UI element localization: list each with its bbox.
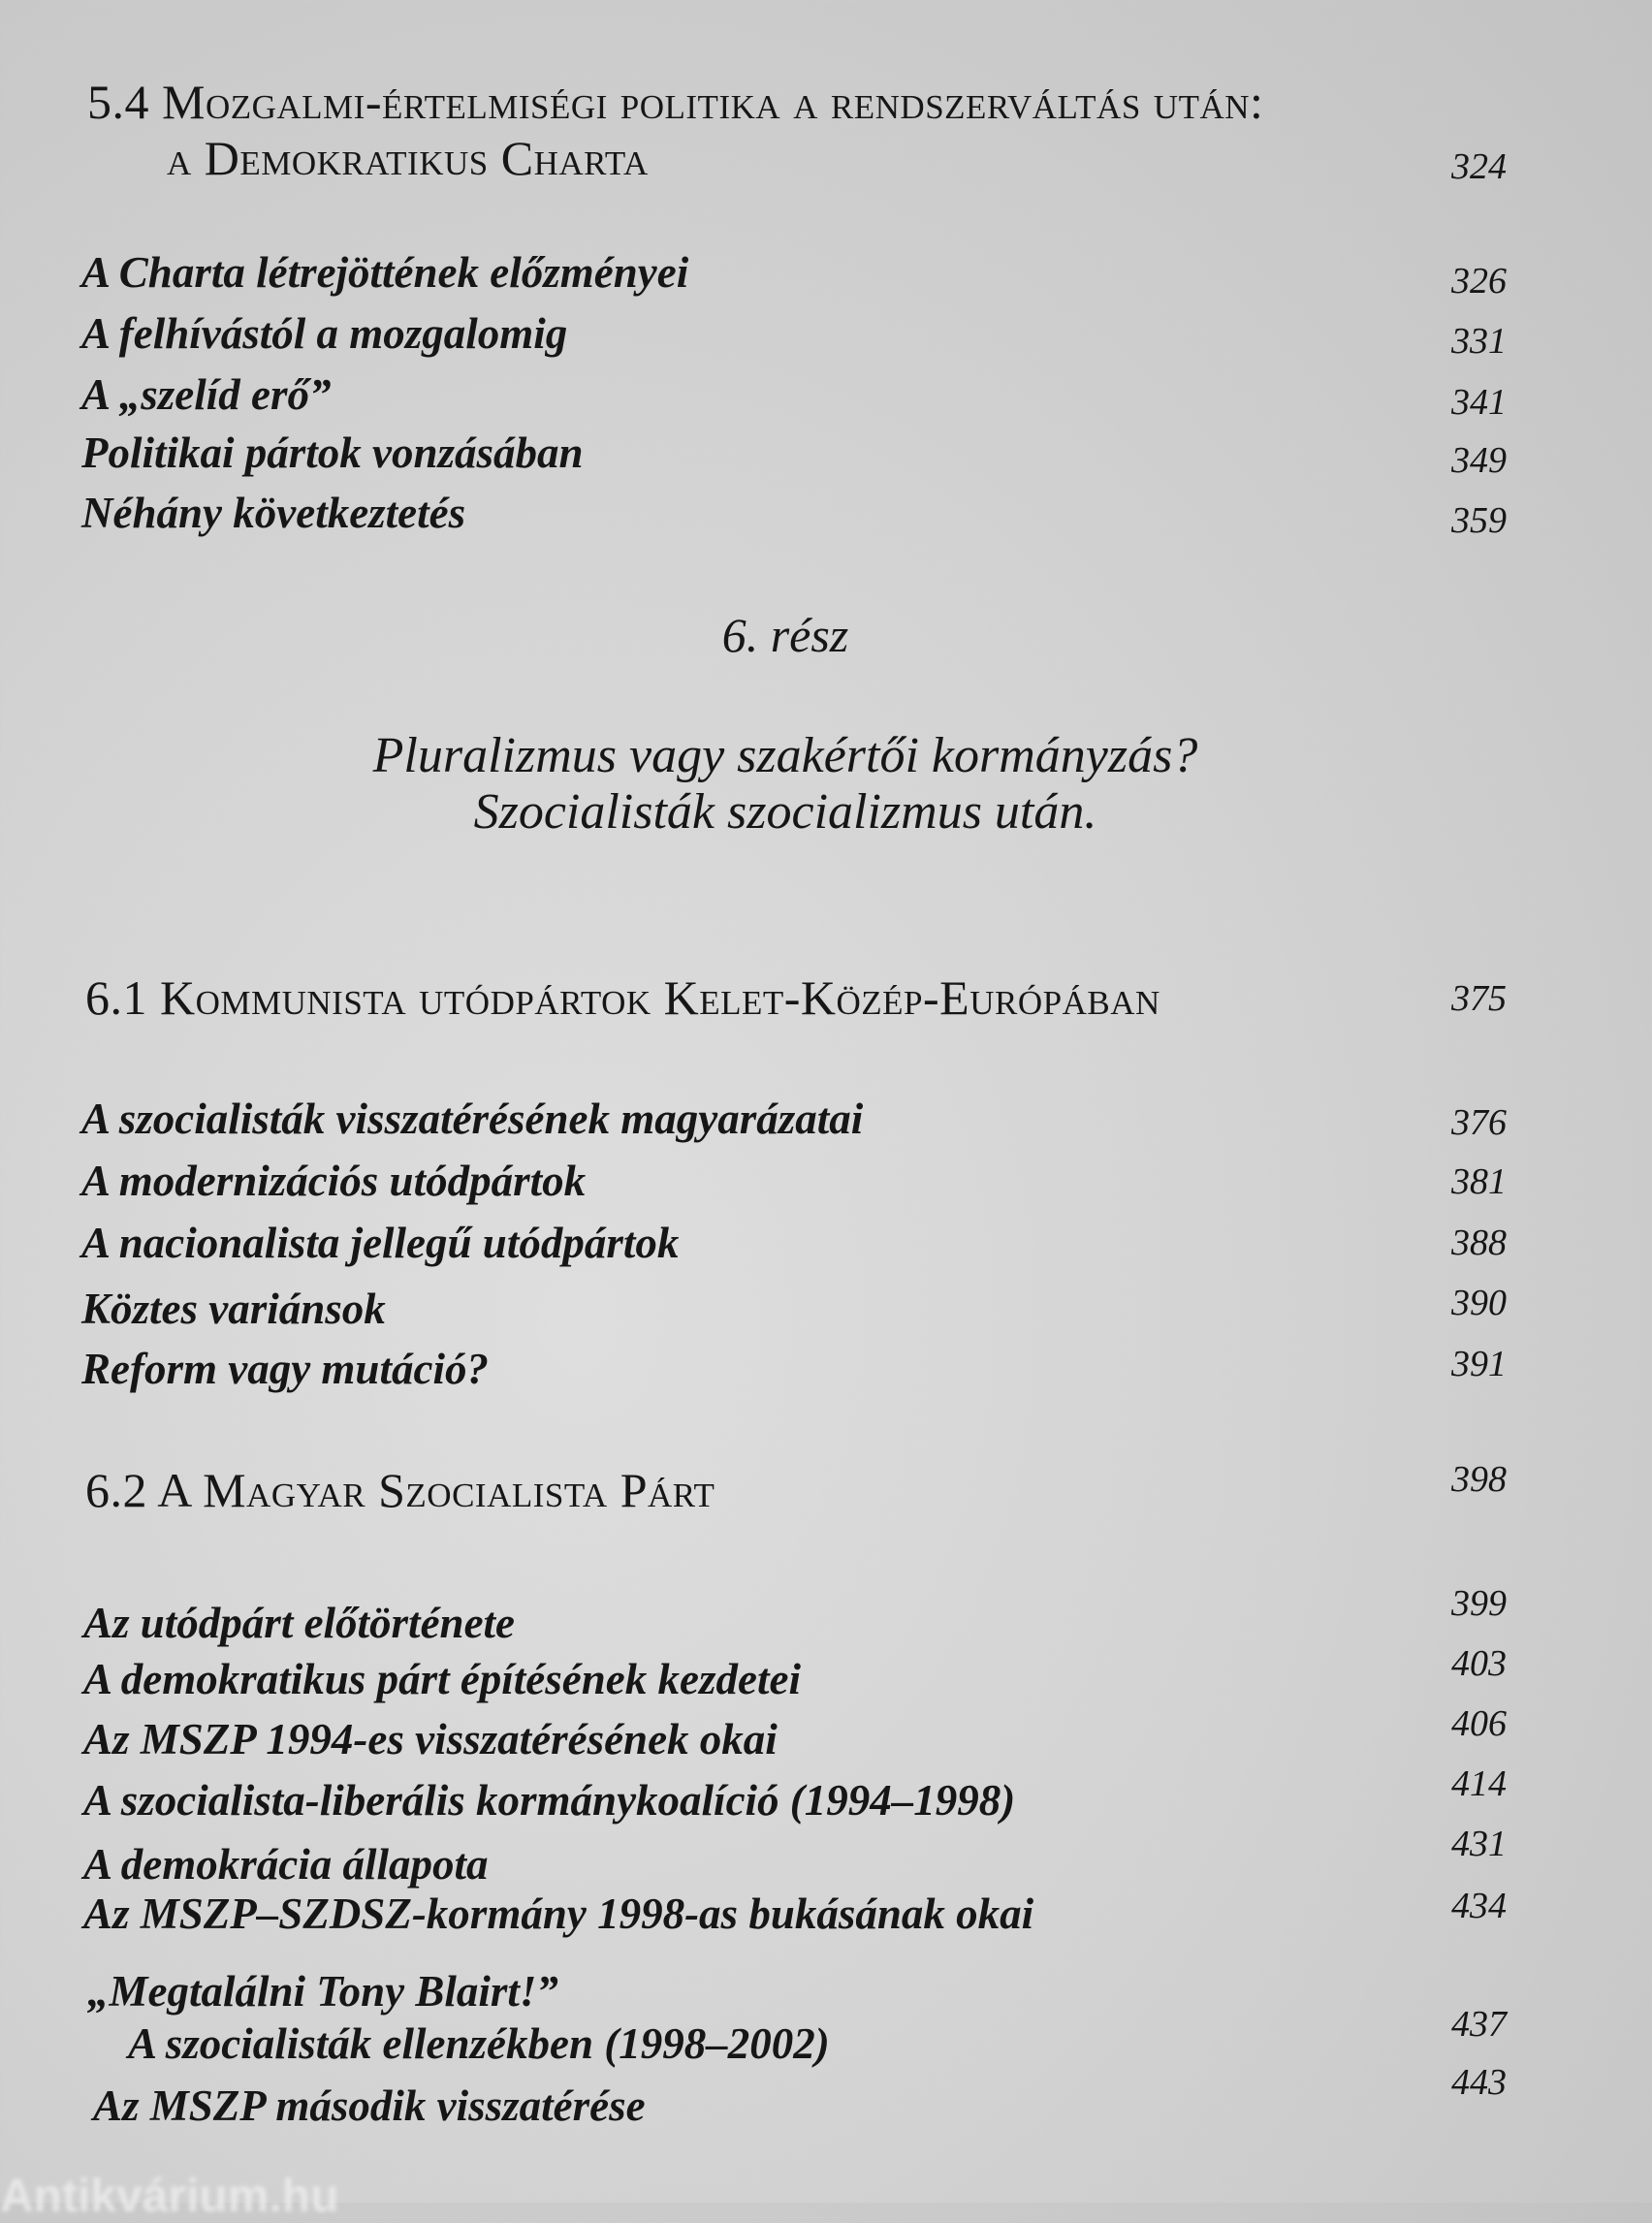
section-6-2-title: 6.2 A Magyar Szocialista Párt (85, 1463, 715, 1517)
toc-entry-title: A nacionalista jellegű utódpártok (81, 1219, 680, 1267)
toc-entry-title: A szocialisták visszatérésének magyarázatai (81, 1095, 864, 1143)
toc-entry-page: 349 (1451, 440, 1507, 481)
watermark: Antikvárium.hu (0, 2171, 339, 2222)
toc-entry-page: 388 (1451, 1223, 1507, 1263)
toc-entry-title: A demokrácia állapota (83, 1840, 489, 1889)
toc-entry-page: 406 (1451, 1703, 1507, 1744)
toc-entry-title: A felhívástól a mozgalomig (81, 309, 568, 358)
toc-entry-page: 414 (1451, 1763, 1507, 1804)
toc-entry-title: A modernizációs utódpártok (81, 1157, 587, 1205)
toc-entry-title: Az MSZP–SZDSZ-kormány 1998-as bukásának okai (83, 1890, 1034, 1938)
part-6-subtitle-line1: Pluralizmus vagy szakértői kormányzás? (372, 728, 1198, 783)
section-5-4-title-line1: 5.4 Mozgalmi-értelmiségi politika a rendszerváltás után: (87, 75, 1264, 129)
toc-entry-title: Az MSZP második visszatérése (93, 2081, 646, 2130)
section-6-1-title: 6.1 Kommunista utódpártok Kelet-Közép-Európában (85, 970, 1160, 1025)
section-5-4-title-line2: a Demokratikus Charta (167, 131, 649, 185)
toc-entry-title: Az utódpárt előtörténete (83, 1599, 516, 1647)
toc-entry-page: 326 (1451, 261, 1507, 302)
toc-entry-page: 331 (1451, 321, 1507, 362)
toc-entry-page: 434 (1451, 1886, 1507, 1926)
toc-entry-title: A demokratikus párt építésének kezdetei (83, 1655, 801, 1703)
section-6-2-page: 398 (1451, 1459, 1507, 1500)
toc-entry-page: 437 (1451, 2004, 1507, 2045)
toc-entry-title: A Charta létrejöttének előzményei (81, 248, 689, 297)
toc-entry-page: 403 (1451, 1643, 1507, 1684)
part-6-label: 6. rész (721, 608, 849, 662)
toc-entry-page: 376 (1451, 1102, 1507, 1143)
toc-entry-title: Az MSZP 1994-es visszatérésének okai (83, 1715, 778, 1763)
toc-entry-page: 431 (1451, 1824, 1507, 1864)
section-6-1-page: 375 (1451, 978, 1507, 1019)
toc-entry-title: A szocialista-liberális kormánykoalíció (1994–1998) (83, 1776, 1016, 1825)
toc-entry-title: Köztes variánsok (81, 1285, 386, 1333)
toc-entry-title: Reform vagy mutáció? (81, 1345, 489, 1393)
toc-entry-page: 390 (1451, 1283, 1507, 1323)
toc-entry-title: Politikai pártok vonzásában (81, 429, 584, 477)
toc-entry-page: 443 (1451, 2062, 1507, 2103)
toc-entry-page: 381 (1451, 1161, 1507, 1202)
section-5-4-page: 324 (1451, 146, 1507, 187)
toc-entry-title: A szocialisták ellenzékben (1998–2002) (128, 2019, 830, 2068)
part-6-subtitle-line2: Szocialisták szocializmus után. (473, 784, 1097, 840)
toc-entry-title: „Megtalálni Tony Blairt!” (87, 1967, 558, 2016)
toc-entry-page: 391 (1451, 1344, 1507, 1384)
toc-entry-title: Néhány következtetés (81, 489, 466, 537)
toc-entry-page: 341 (1451, 382, 1507, 423)
toc-entry-page: 399 (1451, 1583, 1507, 1624)
toc-entry-title: A „szelíd erő” (81, 370, 332, 419)
toc-entry-page: 359 (1451, 500, 1507, 541)
